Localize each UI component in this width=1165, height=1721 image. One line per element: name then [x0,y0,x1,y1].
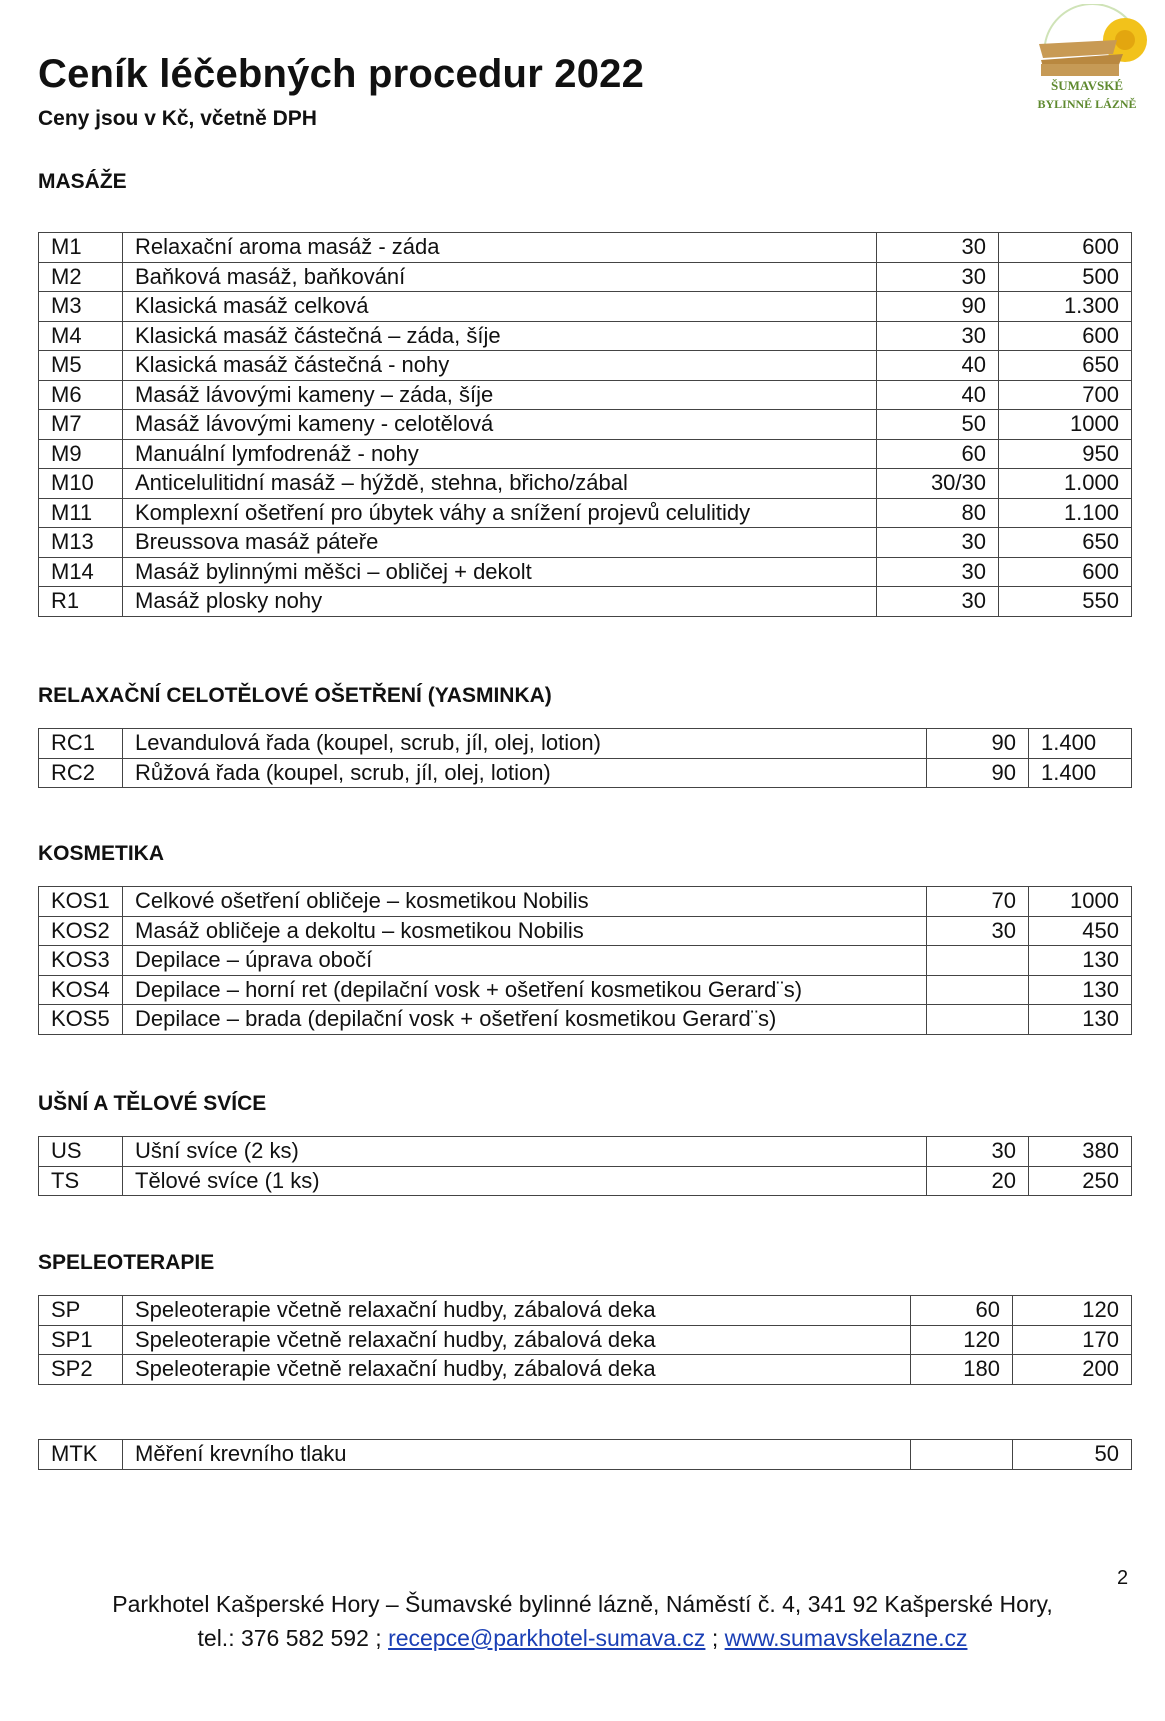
procedure-price: 950 [999,439,1132,469]
procedure-name: Masáž bylinnými měšci – obličej + dekolt [123,557,877,587]
procedure-price: 130 [1029,975,1132,1005]
procedure-duration: 120 [911,1325,1013,1355]
procedure-code: M1 [39,233,123,263]
procedure-duration: 90 [927,729,1029,759]
procedure-duration: 30 [877,557,999,587]
procedure-name: Manuální lymfodrenáž - nohy [123,439,877,469]
procedure-price: 130 [1029,946,1132,976]
table-row [39,292,1132,322]
procedure-price: 1.300 [999,292,1132,322]
procedure-code: KOS5 [39,1005,123,1035]
procedure-duration: 60 [911,1296,1013,1326]
procedure-code: MTK [39,1440,123,1470]
section-heading-svice: UŠNÍ A TĚLOVÉ SVÍCE [38,1092,267,1115]
procedure-duration: 80 [877,498,999,528]
price-table-kosmetika [38,886,1132,1035]
procedure-duration [927,975,1029,1005]
procedure-code: M7 [39,410,123,440]
procedure-name: Masáž plosky nohy [123,587,877,617]
procedure-code: KOS3 [39,946,123,976]
procedure-price: 450 [1029,916,1132,946]
procedure-name: Speleoterapie včetně relaxační hudby, zábalová deka [123,1355,911,1385]
procedure-price: 1.100 [999,498,1132,528]
procedure-name: Depilace – úprava obočí [123,946,927,976]
procedure-duration [927,946,1029,976]
table-row [39,887,1132,917]
procedure-name: Klasická masáž celková [123,292,877,322]
table-row [39,410,1132,440]
procedure-price: 200 [1013,1355,1132,1385]
procedure-code: US [39,1137,123,1167]
procedure-price: 1.400 [1029,729,1132,759]
spa-logo [1025,4,1155,122]
procedure-price: 700 [999,380,1132,410]
procedure-name: Klasická masáž částečná - nohy [123,351,877,381]
price-table-speleoterapie [38,1295,1132,1385]
procedure-code: SP [39,1296,123,1326]
procedure-price: 1.400 [1029,758,1132,788]
procedure-duration: 50 [877,410,999,440]
table-row [39,1296,1132,1326]
procedure-duration: 30 [927,916,1029,946]
procedure-duration: 180 [911,1355,1013,1385]
procedure-code: SP1 [39,1325,123,1355]
procedure-duration: 90 [877,292,999,322]
procedure-code: M2 [39,262,123,292]
table-row [39,1440,1132,1470]
section-heading-masaze: MASÁŽE [38,170,127,193]
bathtub-icon [1039,40,1123,76]
section-heading-kosmetika: KOSMETIKA [38,842,164,865]
procedure-price: 650 [999,351,1132,381]
procedure-duration: 30 [877,262,999,292]
procedure-name: Měření krevního tlaku [123,1440,911,1470]
procedure-name: Relaxační aroma masáž - záda [123,233,877,263]
table-row [39,975,1132,1005]
procedure-code: RC2 [39,758,123,788]
table-row [39,729,1132,759]
price-table-mtk [38,1439,1132,1470]
procedure-duration: 30/30 [877,469,999,499]
procedure-name: Breussova masáž páteře [123,528,877,558]
procedure-name: Masáž lávovými kameny – záda, šíje [123,380,877,410]
procedure-code: M13 [39,528,123,558]
logo-text-1: ŠUMAVSKÉ [1050,78,1124,93]
table-row [39,587,1132,617]
procedure-code: KOS2 [39,916,123,946]
page-title: Ceník léčebných procedur 2022 [38,52,645,96]
procedure-code: M3 [39,292,123,322]
procedure-duration: 30 [877,528,999,558]
table-row [39,498,1132,528]
procedure-name: Celkové ošetření obličeje – kosmetikou Nobilis [123,887,927,917]
table-row [39,557,1132,587]
footer-contacts [0,1625,1165,1652]
procedure-code: TS [39,1166,123,1196]
procedure-duration: 30 [927,1137,1029,1167]
procedure-code: KOS4 [39,975,123,1005]
procedure-code: M5 [39,351,123,381]
procedure-code: M4 [39,321,123,351]
logo-text-2: BYLINNÉ LÁZNĚ [1037,97,1137,111]
table-row [39,916,1132,946]
procedure-duration: 20 [927,1166,1029,1196]
procedure-code: SP2 [39,1355,123,1385]
procedure-name: Tělové svíce (1 ks) [123,1166,927,1196]
procedure-price: 1000 [1029,887,1132,917]
table-row [39,1325,1132,1355]
table-row [39,1005,1132,1035]
procedure-price: 120 [1013,1296,1132,1326]
procedure-duration: 40 [877,351,999,381]
procedure-duration [911,1440,1013,1470]
table-row [39,321,1132,351]
procedure-duration: 30 [877,233,999,263]
procedure-code: M14 [39,557,123,587]
footer-address: Parkhotel Kašperské Hory – Šumavské bylinné lázně, Náměstí č. 4, 341 92 Kašperské Hory, [112,1591,1053,1617]
table-row [39,946,1132,976]
table-row [39,380,1132,410]
table-row [39,1137,1132,1167]
procedure-price: 550 [999,587,1132,617]
procedure-duration: 90 [927,758,1029,788]
procedure-duration: 70 [927,887,1029,917]
price-table-masaze [38,232,1132,617]
procedure-price: 650 [999,528,1132,558]
procedure-price: 600 [999,233,1132,263]
procedure-code: M10 [39,469,123,499]
procedure-name: Depilace – horní ret (depilační vosk + ošetření kosmetikou Gerard¨s) [123,975,927,1005]
procedure-name: Depilace – brada (depilační vosk + ošetření kosmetikou Gerard¨s) [123,1005,927,1035]
table-row [39,528,1132,558]
table-row [39,1355,1132,1385]
price-table-relaxacni [38,728,1132,788]
table-row [39,469,1132,499]
procedure-duration [927,1005,1029,1035]
page-subtitle: Ceny jsou v Kč, včetně DPH [38,107,317,130]
procedure-code: RC1 [39,729,123,759]
table-row [39,351,1132,381]
procedure-name: Levandulová řada (koupel, scrub, jíl, olej, lotion) [123,729,927,759]
procedure-name: Masáž obličeje a dekoltu – kosmetikou Nobilis [123,916,927,946]
procedure-code: KOS1 [39,887,123,917]
procedure-price: 500 [999,262,1132,292]
procedure-code: M11 [39,498,123,528]
procedure-price: 600 [999,321,1132,351]
procedure-code: R1 [39,587,123,617]
procedure-price: 600 [999,557,1132,587]
table-row [39,439,1132,469]
procedure-duration: 60 [877,439,999,469]
website-link[interactable]: www.sumavskelazne.cz [724,1625,968,1651]
footer-separator: ; [711,1625,719,1651]
page-number: 2 [1117,1567,1129,1589]
procedure-price: 250 [1029,1166,1132,1196]
procedure-code: M6 [39,380,123,410]
procedure-price: 170 [1013,1325,1132,1355]
procedure-name: Klasická masáž částečná – záda, šíje [123,321,877,351]
table-row [39,1166,1132,1196]
procedure-duration: 30 [877,321,999,351]
procedure-price: 130 [1029,1005,1132,1035]
section-heading-speleoterapie: SPELEOTERAPIE [38,1251,215,1274]
procedure-code: M9 [39,439,123,469]
procedure-price: 1000 [999,410,1132,440]
procedure-price: 380 [1029,1137,1132,1167]
table-row [39,233,1132,263]
procedure-name: Růžová řada (koupel, scrub, jíl, olej, lotion) [123,758,927,788]
procedure-name: Ušní svíce (2 ks) [123,1137,927,1167]
procedure-name: Baňková masáž, baňkování [123,262,877,292]
procedure-name: Speleoterapie včetně relaxační hudby, zábalová deka [123,1325,911,1355]
table-row [39,262,1132,292]
section-heading-relaxacni: RELAXAČNÍ CELOTĚLOVÉ OŠETŘENÍ (YASMINKA) [38,684,552,707]
procedure-name: Masáž lávovými kameny - celotělová [123,410,877,440]
procedure-duration: 40 [877,380,999,410]
procedure-name: Komplexní ošetření pro úbytek váhy a snížení projevů celulitidy [123,498,877,528]
price-table-svice [38,1136,1132,1196]
procedure-duration: 30 [877,587,999,617]
procedure-price: 50 [1013,1440,1132,1470]
procedure-name: Anticelulitidní masáž – hýždě, stehna, břicho/zábal [123,469,877,499]
footer-phone: tel.: 376 582 592 ; [197,1625,382,1651]
procedure-price: 1.000 [999,469,1132,499]
table-row [39,758,1132,788]
procedure-name: Speleoterapie včetně relaxační hudby, zábalová deka [123,1296,911,1326]
email-link[interactable]: recepce@parkhotel-sumava.cz [388,1625,706,1651]
